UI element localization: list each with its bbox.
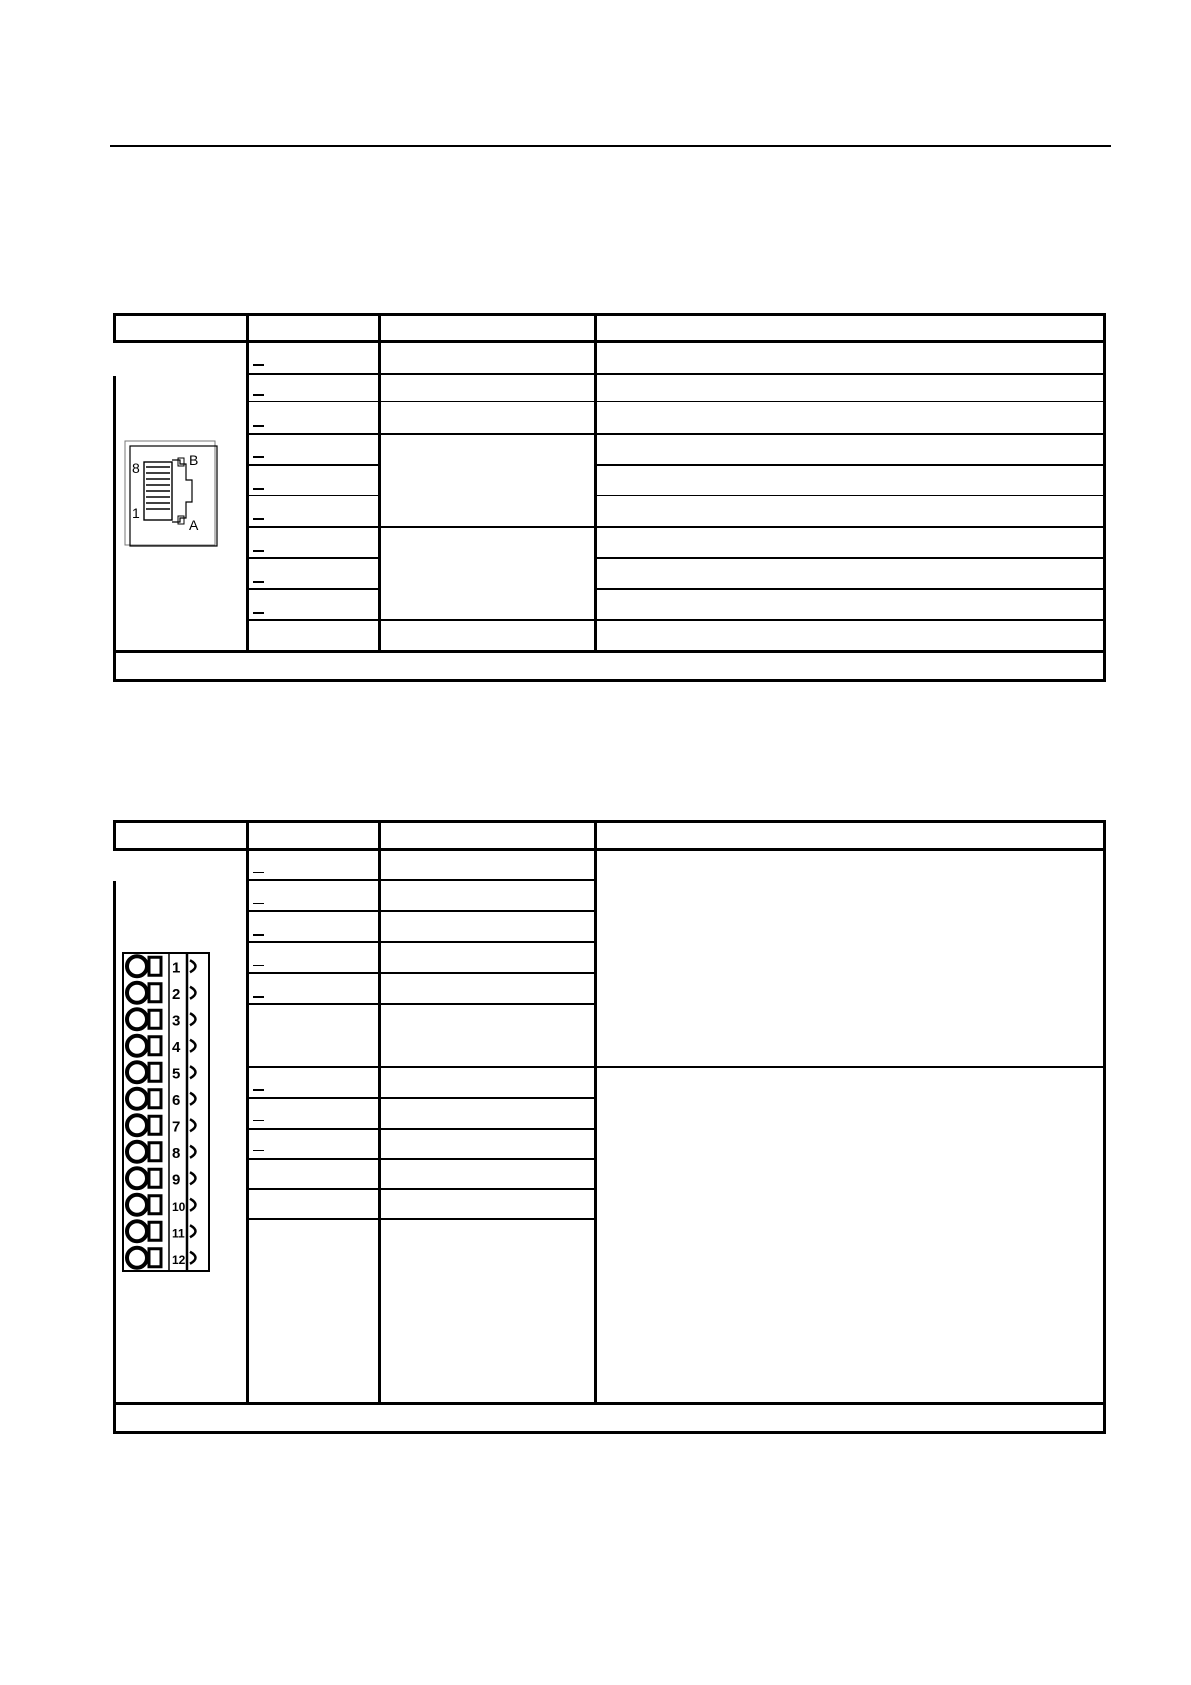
contact-icon (190, 1199, 196, 1211)
terminal-pin-label: 2 (172, 985, 181, 1003)
table1-row-line (596, 588, 1105, 590)
terminal-pin (127, 1062, 196, 1082)
table2-row-line (248, 941, 596, 943)
terminal-pin (127, 1115, 196, 1135)
pin-marker (253, 488, 264, 490)
terminal-pin-label: 12 (172, 1252, 186, 1267)
terminal-pin (127, 1089, 196, 1109)
table1-row-line (596, 464, 1105, 466)
table1-left-border (113, 376, 116, 682)
contact-icon (190, 987, 196, 999)
pin-marker (253, 934, 264, 936)
terminal-pin-label: 10 (172, 1199, 186, 1214)
table2-header-divider (378, 820, 381, 851)
terminal-pin-label: 7 (172, 1118, 181, 1136)
pin-marker (253, 965, 264, 966)
wire-slot-icon (149, 1196, 161, 1214)
table1-header-divider (594, 313, 597, 343)
table1-row-line (248, 464, 379, 466)
table1-col-divider (378, 343, 381, 653)
terminal-pin-label: 5 (172, 1065, 181, 1083)
table2-header-divider (1103, 820, 1106, 851)
contact-icon (190, 1119, 196, 1131)
pin-marker (253, 425, 264, 427)
pin-marker (253, 1120, 264, 1121)
terminal-pin (127, 1248, 196, 1268)
terminal-pin (127, 1009, 196, 1029)
table2-header-bottom (113, 848, 1106, 851)
screw-clamp-icon (127, 1195, 147, 1215)
wire-slot-icon (149, 1010, 161, 1028)
table1-row-line (248, 588, 379, 590)
table1-header-divider (378, 313, 381, 343)
table1-row-line (248, 401, 1105, 402)
wire-slot-icon (149, 1143, 161, 1161)
table1-col-divider (246, 343, 249, 653)
wire-slot-icon (149, 1090, 161, 1108)
table1-header-bottom (113, 340, 1106, 343)
table2-row-line (248, 1128, 596, 1130)
screw-clamp-icon (127, 1168, 147, 1188)
table2-row-line (248, 1218, 596, 1220)
table2-header-divider (594, 820, 597, 851)
pin-marker (253, 364, 264, 366)
pin-marker (253, 1150, 264, 1151)
terminal-pin-label: 6 (172, 1091, 181, 1109)
table2-row-line (248, 1003, 596, 1005)
table1-row-line (596, 495, 1105, 496)
contact-icon (190, 1040, 196, 1052)
table2-left-border (113, 881, 116, 1434)
table2-row-line (248, 972, 596, 974)
table2-row-line (248, 1188, 596, 1190)
table1-footer-top (113, 650, 1106, 653)
pin-marker (253, 456, 264, 458)
screw-clamp-icon (127, 1036, 147, 1056)
table2-row-line (248, 1066, 1105, 1068)
table2-row-line (248, 910, 596, 912)
pin-marker (253, 518, 264, 520)
screw-clamp-icon (127, 1089, 147, 1109)
wire-slot-icon (149, 984, 161, 1002)
table1-col-divider (594, 343, 597, 653)
table1-row-line (248, 495, 379, 496)
table2-header-divider (113, 820, 116, 851)
terminal-pin-label: 1 (172, 959, 181, 977)
pin-marker (253, 903, 264, 904)
terminal-pin (127, 1221, 196, 1241)
screw-clamp-icon (127, 1009, 147, 1029)
pin-marker (253, 872, 264, 873)
table1-row-line (248, 619, 1105, 621)
terminal-block-icon (121, 950, 213, 1276)
table1-header-divider (246, 313, 249, 343)
screw-clamp-icon (127, 956, 147, 976)
contact-icon (190, 1093, 196, 1105)
pin-marker (253, 1089, 264, 1091)
pin-marker (253, 394, 264, 396)
header-rule (110, 145, 1111, 147)
table2-top-border (113, 820, 1106, 823)
table1-row-line (248, 557, 379, 559)
wire-slot-icon (149, 1116, 161, 1134)
contact-icon (190, 1252, 196, 1264)
table2-header-divider (246, 820, 249, 851)
contact-icon (190, 1013, 196, 1025)
screw-clamp-icon (127, 1062, 147, 1082)
table1-bottom-border (113, 679, 1106, 682)
pin-marker (253, 996, 264, 998)
terminal-pin (127, 956, 196, 976)
table1-right-border (1103, 343, 1106, 682)
table1-row-line (596, 557, 1105, 559)
contact-icon (190, 1066, 196, 1078)
rj45-side-label-a: A (189, 517, 199, 533)
table2-row-line (248, 1097, 596, 1099)
wire-slot-icon (149, 1063, 161, 1081)
terminal-pin-label: 3 (172, 1012, 181, 1030)
table1-header-divider (1103, 313, 1106, 343)
rj45-pin-top-label: 8 (132, 460, 140, 476)
contact-icon (190, 1146, 196, 1158)
pin-marker (253, 612, 264, 614)
wire-slot-icon (149, 1169, 161, 1187)
pin-marker (253, 550, 264, 552)
screw-clamp-icon (127, 1115, 147, 1135)
terminal-pin (127, 1168, 196, 1188)
terminal-pin (127, 1195, 196, 1215)
table2-footer-top (113, 1402, 1106, 1405)
wire-slot-icon (149, 1037, 161, 1055)
terminal-pin-label: 9 (172, 1171, 181, 1189)
table2-right-border (1103, 851, 1106, 1434)
screw-clamp-icon (127, 1248, 147, 1268)
screw-clamp-icon (127, 983, 147, 1003)
rj45-pin-bottom-label: 1 (132, 505, 140, 521)
table2-row-line (248, 879, 596, 881)
terminal-pin (127, 1142, 196, 1162)
terminal-pin (127, 983, 196, 1003)
table1-row-line (248, 373, 1105, 375)
table1-row-line (248, 526, 1105, 528)
table1-header-divider (113, 313, 116, 343)
screw-clamp-icon (127, 1221, 147, 1241)
table2-bottom-border (113, 1431, 1106, 1434)
terminal-pin (127, 1036, 196, 1056)
wire-slot-icon (149, 957, 161, 975)
table2-row-line (248, 1158, 596, 1160)
contact-icon (190, 1172, 196, 1184)
terminal-pin-label: 4 (172, 1038, 181, 1056)
screw-clamp-icon (127, 1142, 147, 1162)
terminal-pin-label: 8 (172, 1144, 181, 1162)
contact-icon (190, 960, 196, 972)
rj45-icon (124, 440, 219, 548)
table1-row-line (248, 433, 1105, 435)
wire-slot-icon (149, 1222, 161, 1240)
pin-marker (253, 581, 264, 583)
contact-icon (190, 1225, 196, 1237)
terminal-pin-label: 11 (172, 1226, 185, 1241)
rj45-side-label-b: B (189, 452, 199, 468)
wire-slot-icon (149, 1249, 161, 1267)
table1-top-border (113, 313, 1106, 316)
